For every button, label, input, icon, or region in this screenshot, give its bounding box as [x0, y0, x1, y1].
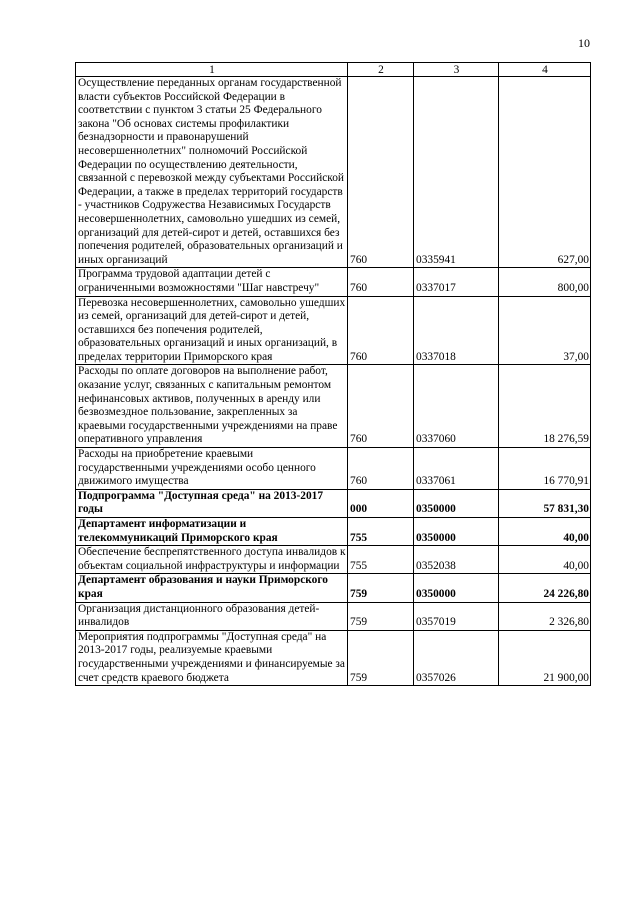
column-header-1: 1 — [76, 63, 348, 77]
row-dept-code-cell: 759 — [348, 574, 414, 602]
column-header-3: 3 — [414, 63, 499, 77]
table-row — [76, 602, 591, 630]
table-row — [76, 489, 591, 517]
table-row — [76, 448, 591, 490]
row-target-code-cell: 0350000 — [414, 574, 499, 602]
row-amount-cell: 18 276,59 — [499, 365, 591, 448]
row-dept-code-cell: 760 — [348, 268, 414, 296]
row-name-cell: Осуществление переданных органам государственной власти субъектов Российской Федерации в соответствии с пунктом 3 статьи 25 Федерального закона "Об основах системы профилактики безнадзорности и правонарушений несовершеннолетних" полномочий Российской Федерации по осуществлению деятельности, связанной с перевозкой между субъектами Российской Федерации, а также в пределах территорий государств - участников Содружества Независимых Государств несовершеннолетних, самовольно ушедших из семей, организаций для детей-сирот и детей, оставшихся без попечения родителей, образовательных организаций и иных организаций — [76, 77, 348, 268]
budget-table — [75, 62, 591, 686]
row-target-code-cell: 0357026 — [414, 630, 499, 685]
row-name-cell: Мероприятия подпрограммы "Доступная среда" на 2013-2017 годы, реализуемые краевыми государственными учреждениями и финансируемые за счет средств краевого бюджета — [76, 630, 348, 685]
row-target-code-cell: 0352038 — [414, 546, 499, 574]
row-dept-code-cell: 755 — [348, 518, 414, 546]
row-amount-cell: 57 831,30 — [499, 489, 591, 517]
table-row — [76, 268, 591, 296]
row-amount-cell: 40,00 — [499, 518, 591, 546]
row-amount-cell: 16 770,91 — [499, 448, 591, 490]
row-amount-cell: 627,00 — [499, 77, 591, 268]
row-amount-cell: 40,00 — [499, 546, 591, 574]
row-dept-code-cell: 760 — [348, 448, 414, 490]
row-name-cell: Перевозка несовершеннолетних, самовольно ушедших из семей, организаций для детей-сирот и детей, оставшихся без попечения родителей, образовательных организаций и иных организаций, в пределах территории Приморского края — [76, 296, 348, 365]
table-row — [76, 518, 591, 546]
row-name-cell: Обеспечение беспрепятственного доступа инвалидов к объектам социальной инфраструктуры и информации — [76, 546, 348, 574]
table-row — [76, 77, 591, 268]
row-target-code-cell: 0357019 — [414, 602, 499, 630]
row-name-cell: Организация дистанционного образования детей-инвалидов — [76, 602, 348, 630]
row-dept-code-cell: 755 — [348, 546, 414, 574]
row-dept-code-cell: 760 — [348, 296, 414, 365]
row-name-cell: Департамент образования и науки Приморского края — [76, 574, 348, 602]
row-amount-cell: 21 900,00 — [499, 630, 591, 685]
table-row — [76, 365, 591, 448]
row-target-code-cell: 0335941 — [414, 77, 499, 268]
row-target-code-cell: 0337018 — [414, 296, 499, 365]
row-name-cell: Программа трудовой адаптации детей с ограниченными возможностями "Шаг навстречу" — [76, 268, 348, 296]
row-name-cell: Подпрограмма "Доступная среда" на 2013-2017 годы — [76, 489, 348, 517]
row-target-code-cell: 0337060 — [414, 365, 499, 448]
row-dept-code-cell: 000 — [348, 489, 414, 517]
row-amount-cell: 800,00 — [499, 268, 591, 296]
row-dept-code-cell: 759 — [348, 630, 414, 685]
table-row — [76, 296, 591, 365]
row-dept-code-cell: 759 — [348, 602, 414, 630]
table-row — [76, 546, 591, 574]
row-dept-code-cell: 760 — [348, 365, 414, 448]
column-header-2: 2 — [348, 63, 414, 77]
row-amount-cell: 37,00 — [499, 296, 591, 365]
column-header-4: 4 — [499, 63, 591, 77]
row-name-cell: Расходы по оплате договоров на выполнение работ, оказание услуг, связанных с капитальным ремонтом нефинансовых активов, полученных в аренду или безвозмездное пользование, закрепленных за краевыми государственными учреждениями на праве оперативного управления — [76, 365, 348, 448]
page-number: 10 — [578, 36, 590, 50]
table-row — [76, 574, 591, 602]
row-amount-cell: 2 326,80 — [499, 602, 591, 630]
row-name-cell: Расходы на приобретение краевыми государственными учреждениями особо ценного движимого имущества — [76, 448, 348, 490]
row-name-cell: Департамент информатизации и телекоммуникаций Приморского края — [76, 518, 348, 546]
table-header-row — [76, 63, 591, 77]
row-target-code-cell: 0337061 — [414, 448, 499, 490]
row-target-code-cell: 0350000 — [414, 518, 499, 546]
row-target-code-cell: 0337017 — [414, 268, 499, 296]
row-target-code-cell: 0350000 — [414, 489, 499, 517]
row-dept-code-cell: 760 — [348, 77, 414, 268]
row-amount-cell: 24 226,80 — [499, 574, 591, 602]
table-row — [76, 630, 591, 685]
